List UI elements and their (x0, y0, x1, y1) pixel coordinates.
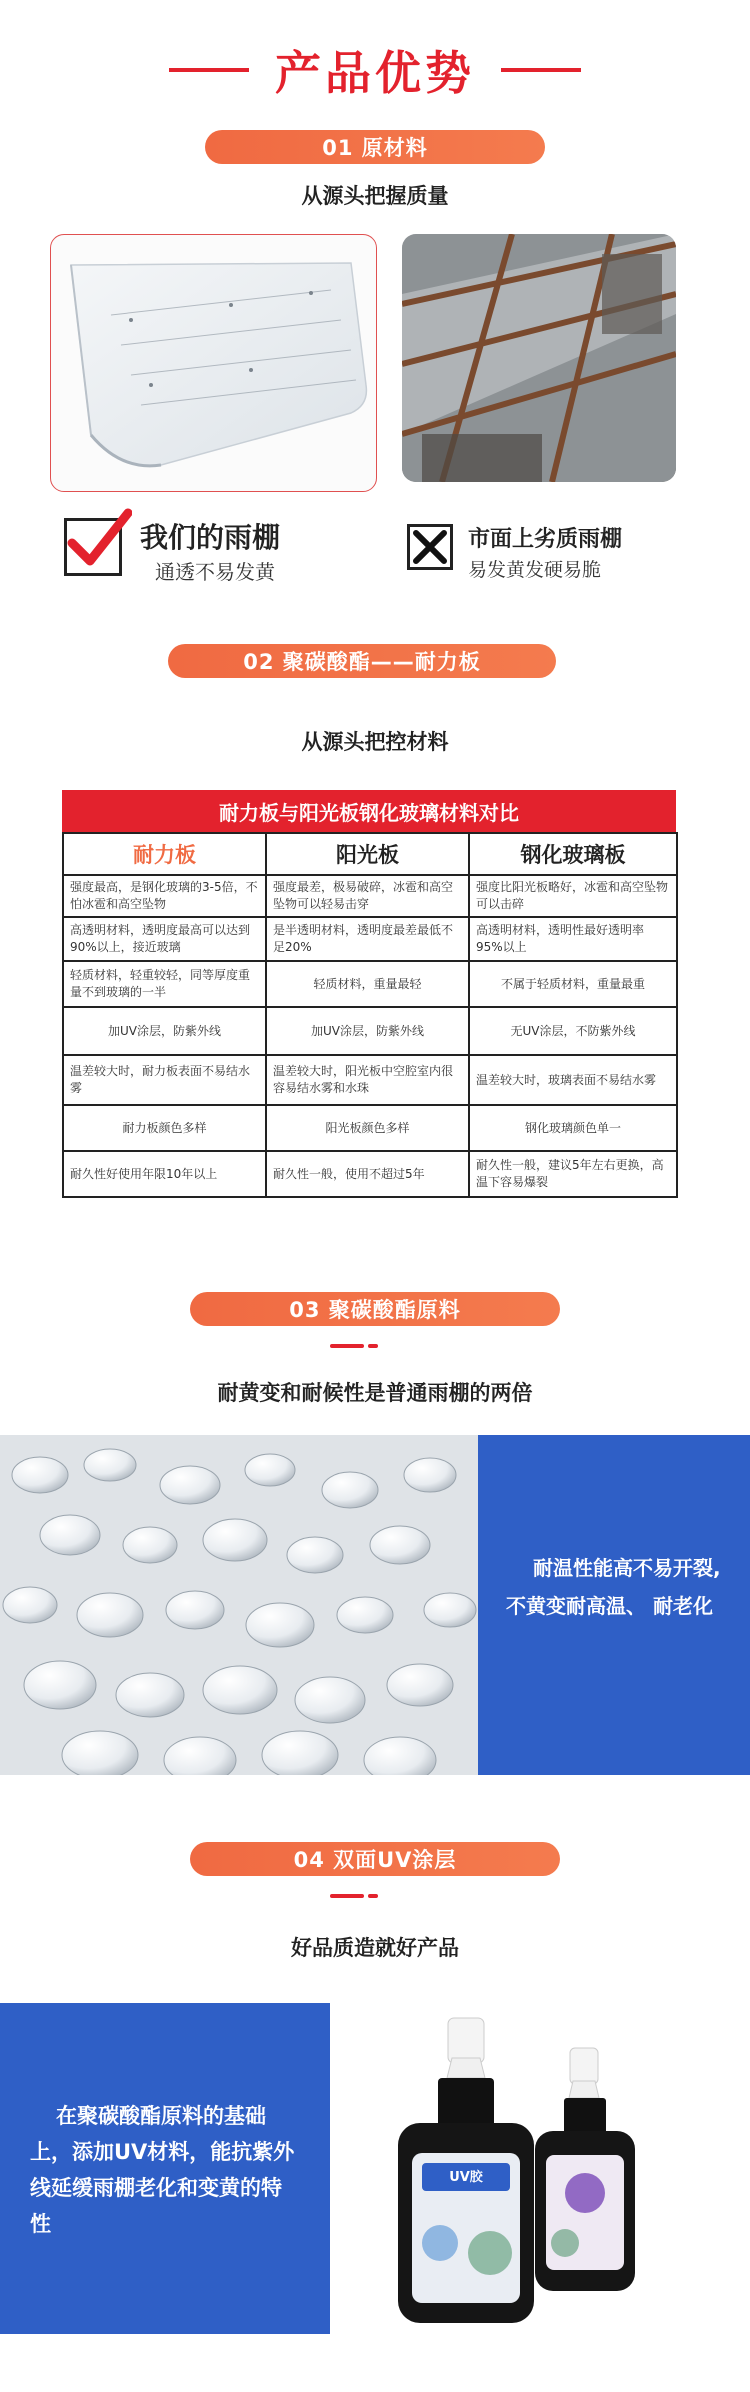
table-cell: 阳光板颜色多样 (266, 1105, 469, 1151)
table-cell: 强度比阳光板略好，冰雹和高空坠物可以击碎 (469, 875, 677, 917)
section-01-subtitle: 从源头把握质量 (301, 184, 449, 208)
table-row (63, 961, 677, 1007)
table-cell: 高透明材料，透明度最高可以达到90%以上，接近玻璃 (63, 917, 266, 961)
table-cell: 无UV涂层，不防紫外线 (469, 1007, 677, 1055)
section-02-subtitle: 从源头把控材料 (301, 730, 449, 754)
inferior-canopy-image (402, 234, 676, 482)
table-row (63, 1007, 677, 1055)
table-row (63, 1105, 677, 1151)
check-icon (62, 505, 132, 579)
cross-icon (412, 529, 448, 569)
column-header-tempered-glass: 钢化玻璃板 (469, 833, 677, 875)
pc-granules-image (0, 1435, 478, 1775)
section-04-pill: 04 双面UV涂层 (190, 1842, 560, 1876)
table-row (63, 1151, 677, 1197)
section-01-pill: 01 原材料 (205, 130, 545, 164)
divider (368, 1344, 378, 1348)
divider (368, 1894, 378, 1898)
table-cell: 强度最差，极易破碎，冰雹和高空坠物可以轻易击穿 (266, 875, 469, 917)
comparison-table (62, 832, 678, 1198)
table-cell: 耐久性一般，使用不超过5年 (266, 1151, 469, 1197)
table-cell: 钢化玻璃颜色单一 (469, 1105, 677, 1151)
table-cell: 加UV涂层，防紫外线 (63, 1007, 266, 1055)
table-cell: 温差较大时，阳光板中空腔室内很容易结水雾和水珠 (266, 1055, 469, 1105)
bottle-label: UV胶 (449, 2170, 483, 2185)
table-cell: 耐久性好使用年限10年以上 (63, 1151, 266, 1197)
table-cell: 温差较大时，耐力板表面不易结水雾 (63, 1055, 266, 1105)
section-03-pill: 03 聚碳酸酯原料 (190, 1292, 560, 1326)
ours-subtitle: 通透不易发黄 (155, 560, 275, 584)
table-cell: 温差较大时，玻璃表面不易结水雾 (469, 1055, 677, 1105)
comparison-table-title: 耐力板与阳光板钢化玻璃材料对比 (62, 790, 676, 832)
table-cell: 耐力板颜色多样 (63, 1105, 266, 1151)
bad-subtitle: 易发黄发硬易脆 (468, 559, 602, 581)
bad-title: 市面上劣质雨棚 (468, 527, 623, 552)
page-title: 产品优势 (275, 46, 475, 100)
column-header-endurance: 耐力板 (63, 833, 266, 875)
table-cell: 轻质材料，轻重较轻，同等厚度重量不到玻璃的一半 (63, 961, 266, 1007)
column-header-sunboard: 阳光板 (266, 833, 469, 875)
section-04-subtitle: 好品质造就好产品 (291, 1936, 459, 1960)
table-cell: 加UV涂层，防紫外线 (266, 1007, 469, 1055)
section-03-subtitle: 耐黄变和耐候性是普通雨棚的两倍 (217, 1381, 533, 1405)
table-row (63, 1055, 677, 1105)
divider (330, 1344, 364, 1348)
table-cell: 是半透明材料，透明度最差最低不足20% (266, 917, 469, 961)
section-03-feature-line-1: 耐温性能高不易开裂, (533, 1556, 721, 1580)
table-row (63, 875, 677, 917)
section-04-feature-panel (0, 2003, 330, 2334)
table-row (63, 917, 677, 961)
table-cell: 轻质材料，重量最轻 (266, 961, 469, 1007)
table-header-row (63, 833, 677, 875)
table-cell: 强度最高，是钢化玻璃的3-5倍，不怕冰雹和高空坠物 (63, 875, 266, 917)
title-right-line (501, 68, 581, 72)
divider (330, 1894, 364, 1898)
page-title-bar (0, 30, 750, 110)
section-02-pill: 02 聚碳酸酯——耐力板 (168, 644, 556, 678)
section-03-feature-line-2: 不黄变耐高温、 耐老化 (506, 1594, 713, 1618)
section-03-feature-panel (478, 1435, 750, 1775)
table-cell: 耐久性一般，建议5年左右更换，高温下容易爆裂 (469, 1151, 677, 1197)
section-04-feature-text: 在聚碳酸酯原料的基础上，添加UV材料，能抗紫外线延缓雨棚老化和变黄的特性 (30, 2104, 295, 2236)
polycarbonate-sheet-image (50, 234, 377, 492)
title-left-line (169, 68, 249, 72)
ours-title: 我们的雨棚 (140, 521, 281, 554)
table-cell: 不属于轻质材料，重量最重 (469, 961, 677, 1007)
table-cell: 高透明材料，透明性最好透明率95%以上 (469, 917, 677, 961)
uv-bottles-image (330, 2003, 750, 2334)
